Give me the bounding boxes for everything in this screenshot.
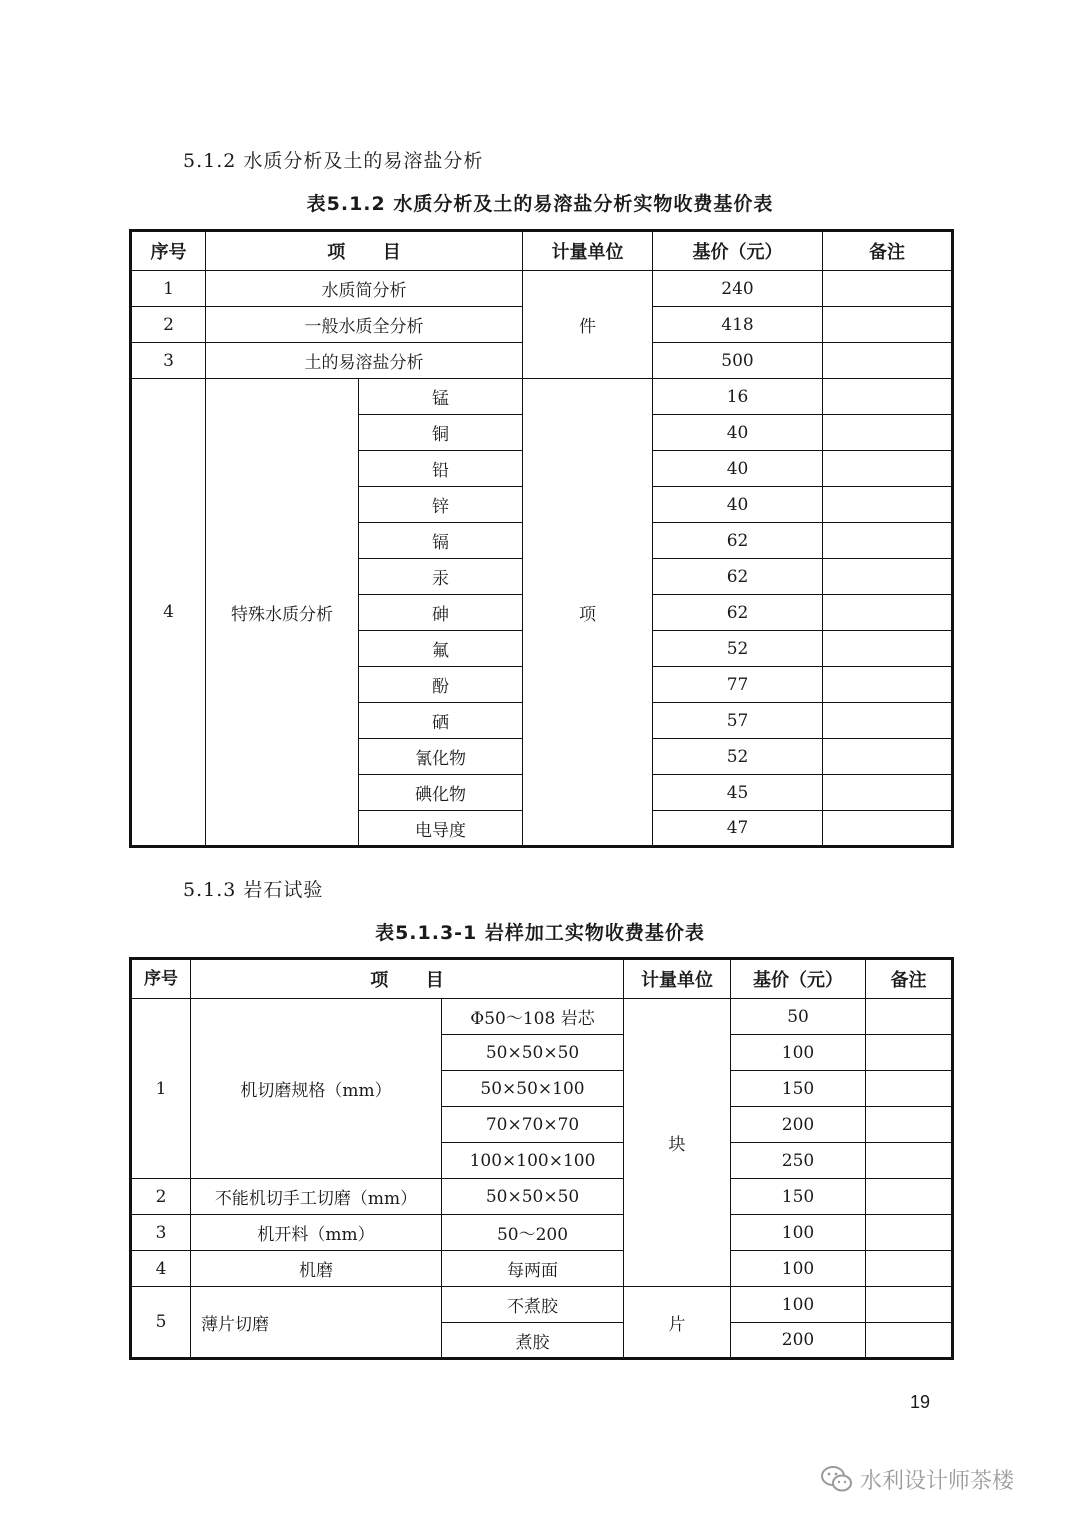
sub-item: 氟 xyxy=(359,631,523,667)
spec-cell: 50×50×100 xyxy=(442,1071,624,1107)
group1-no: 1 xyxy=(131,999,191,1179)
section-heading-512: 5.1.2 水质分析及土的易溶盐分析 xyxy=(183,150,484,172)
group1-item: 机切磨规格（mm） xyxy=(191,999,442,1179)
row-note xyxy=(823,343,953,379)
note-cell xyxy=(866,1035,953,1071)
sub-item: 电导度 xyxy=(359,811,523,847)
special-item: 特殊水质分析 xyxy=(206,379,359,847)
price-cell: 150 xyxy=(731,1071,866,1107)
note-cell xyxy=(866,999,953,1035)
row-no: 2 xyxy=(131,1179,191,1215)
sub-price: 40 xyxy=(653,415,823,451)
row-no: 3 xyxy=(131,1215,191,1251)
note-cell xyxy=(866,1107,953,1143)
sub-item: 锌 xyxy=(359,487,523,523)
row-price: 500 xyxy=(653,343,823,379)
sub-price: 45 xyxy=(653,775,823,811)
row-note xyxy=(823,271,953,307)
sub-note xyxy=(823,811,953,847)
row-item: 不能机切手工切磨（mm） xyxy=(191,1179,442,1215)
row-no: 2 xyxy=(131,307,206,343)
sub-note xyxy=(823,415,953,451)
sub-price: 52 xyxy=(653,739,823,775)
note-cell xyxy=(866,1179,953,1215)
sub-item: 酚 xyxy=(359,667,523,703)
header-unit: 计量单位 xyxy=(624,959,731,999)
sub-note xyxy=(823,775,953,811)
spec-cell: 50×50×50 xyxy=(442,1035,624,1071)
price-cell: 250 xyxy=(731,1143,866,1179)
price-cell: 100 xyxy=(731,1287,866,1323)
note-cell xyxy=(866,1215,953,1251)
header-note: 备注 xyxy=(823,231,953,271)
sub-item: 碘化物 xyxy=(359,775,523,811)
sub-note xyxy=(823,379,953,415)
sub-note xyxy=(823,487,953,523)
header-item: 项 目 xyxy=(206,231,523,271)
price-cell: 50 xyxy=(731,999,866,1035)
spec-cell: 70×70×70 xyxy=(442,1107,624,1143)
note-cell xyxy=(866,1143,953,1179)
sub-note xyxy=(823,739,953,775)
note-cell xyxy=(866,1071,953,1107)
sub-price: 16 xyxy=(653,379,823,415)
price-cell: 200 xyxy=(731,1323,866,1359)
price-cell: 100 xyxy=(731,1251,866,1287)
sub-note xyxy=(823,667,953,703)
sub-note xyxy=(823,559,953,595)
sub-note xyxy=(823,631,953,667)
price-cell: 100 xyxy=(731,1215,866,1251)
sub-price: 77 xyxy=(653,667,823,703)
row-no: 1 xyxy=(131,271,206,307)
section-heading-513: 5.1.3 岩石试验 xyxy=(183,879,324,901)
group5-no: 5 xyxy=(131,1287,191,1359)
sub-price: 47 xyxy=(653,811,823,847)
header-price: 基价（元） xyxy=(653,231,823,271)
spec-cell: 50×50×50 xyxy=(442,1179,624,1215)
spec-cell: 50～200 xyxy=(442,1215,624,1251)
row-price: 418 xyxy=(653,307,823,343)
header-price: 基价（元） xyxy=(731,959,866,999)
sub-item: 氰化物 xyxy=(359,739,523,775)
water-analysis-table xyxy=(129,229,954,848)
sub-price: 40 xyxy=(653,487,823,523)
spec-cell: 100×100×100 xyxy=(442,1143,624,1179)
sub-item: 镉 xyxy=(359,523,523,559)
sub-price: 40 xyxy=(653,451,823,487)
watermark xyxy=(820,1462,1014,1496)
header-note: 备注 xyxy=(866,959,953,999)
watermark-text: 水利设计师茶楼 xyxy=(860,1468,1015,1494)
sub-price: 57 xyxy=(653,703,823,739)
row-item: 机开料（mm） xyxy=(191,1215,442,1251)
price-cell: 200 xyxy=(731,1107,866,1143)
price-cell: 100 xyxy=(731,1035,866,1071)
sub-price: 52 xyxy=(653,631,823,667)
sub-note xyxy=(823,703,953,739)
row-note xyxy=(823,307,953,343)
sub-item: 铜 xyxy=(359,415,523,451)
spec-cell: 煮胶 xyxy=(442,1323,624,1359)
row-item: 水质简分析 xyxy=(206,271,523,307)
spec-cell: 不煮胶 xyxy=(442,1287,624,1323)
wechat-icon xyxy=(820,1462,854,1496)
rock-sample-table xyxy=(129,957,954,1360)
row-no: 4 xyxy=(131,1251,191,1287)
row-item: 机磨 xyxy=(191,1251,442,1287)
sub-note xyxy=(823,595,953,631)
table-caption-512: 表5.1.2 水质分析及土的易溶盐分析实物收费基价表 xyxy=(306,193,774,215)
sub-item: 砷 xyxy=(359,595,523,631)
sub-price: 62 xyxy=(653,523,823,559)
note-cell xyxy=(866,1323,953,1359)
row-no: 3 xyxy=(131,343,206,379)
spec-cell: 每两面 xyxy=(442,1251,624,1287)
price-cell: 150 xyxy=(731,1179,866,1215)
header-no: 序号 xyxy=(131,231,206,271)
spec-cell: Φ50～108 岩芯 xyxy=(442,999,624,1035)
header-item: 项 目 xyxy=(191,959,624,999)
note-cell xyxy=(866,1251,953,1287)
sub-item: 汞 xyxy=(359,559,523,595)
note-cell xyxy=(866,1287,953,1323)
sub-note xyxy=(823,451,953,487)
header-unit: 计量单位 xyxy=(523,231,653,271)
special-unit: 项 xyxy=(523,379,653,847)
sub-price: 62 xyxy=(653,595,823,631)
group5-item: 薄片切磨 xyxy=(191,1287,442,1359)
row-item: 一般水质全分析 xyxy=(206,307,523,343)
row-price: 240 xyxy=(653,271,823,307)
unit-cell: 件 xyxy=(523,271,653,379)
page-number: 19 xyxy=(910,1392,931,1412)
sub-price: 62 xyxy=(653,559,823,595)
sub-item: 铅 xyxy=(359,451,523,487)
special-no: 4 xyxy=(131,379,206,847)
sub-item: 锰 xyxy=(359,379,523,415)
table-caption-513: 表5.1.3-1 岩样加工实物收费基价表 xyxy=(375,922,705,944)
sub-item: 硒 xyxy=(359,703,523,739)
unit-cell: 块 xyxy=(624,999,731,1287)
row-item: 土的易溶盐分析 xyxy=(206,343,523,379)
sub-note xyxy=(823,523,953,559)
group5-unit: 片 xyxy=(624,1287,731,1359)
header-no: 序号 xyxy=(131,959,191,999)
